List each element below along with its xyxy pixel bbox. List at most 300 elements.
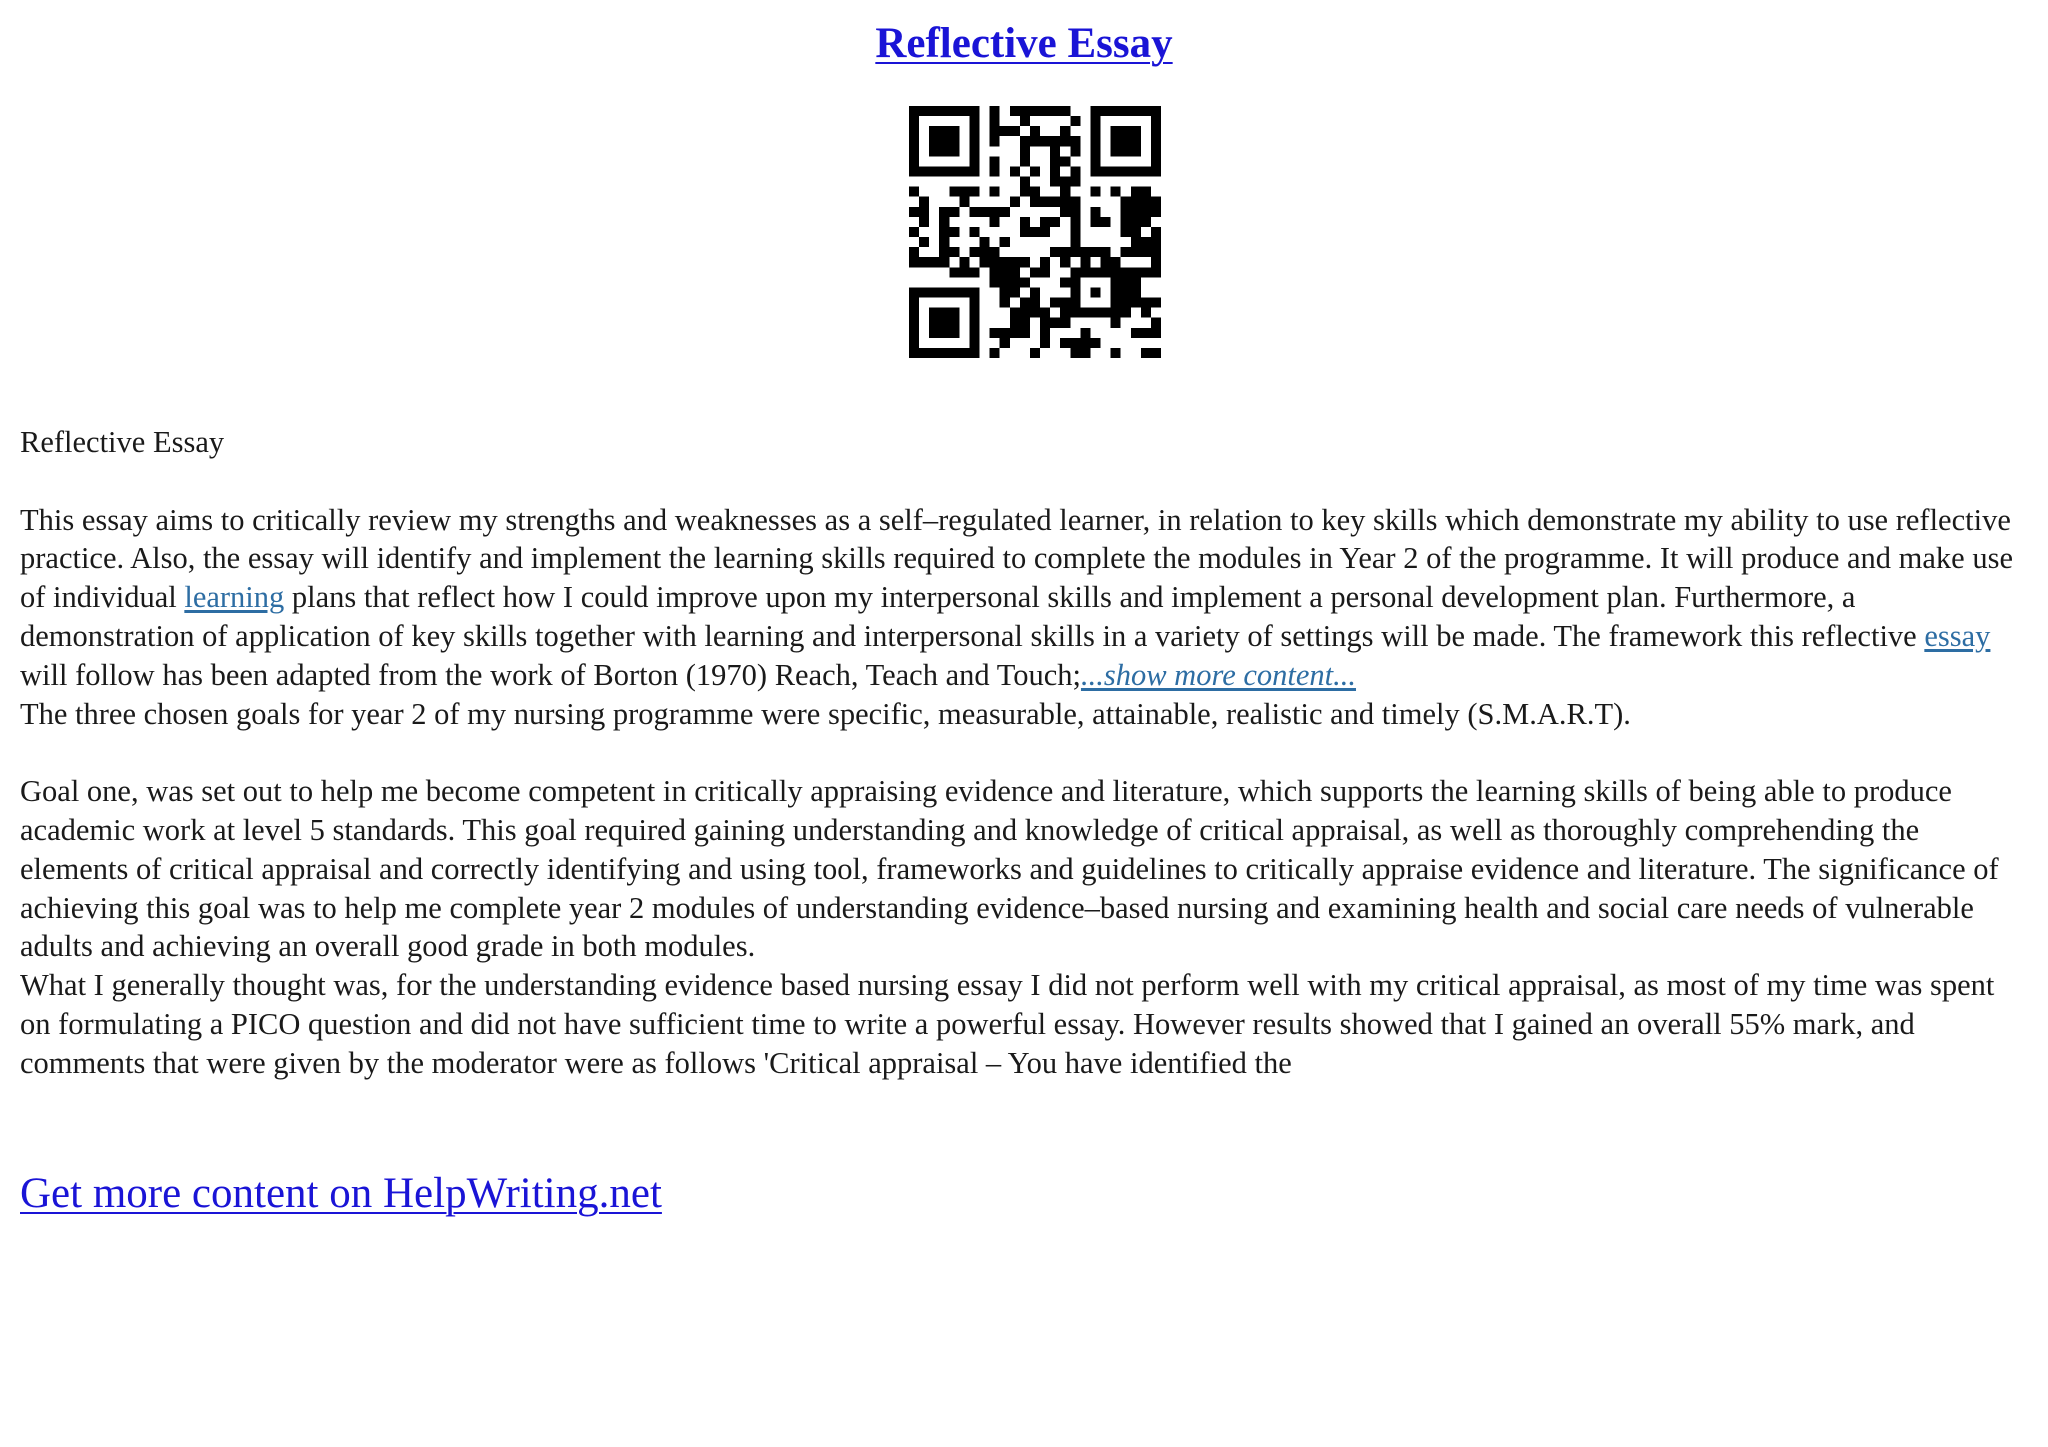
qr-module: [909, 116, 919, 126]
qr-module: [949, 136, 959, 146]
qr-module: [1070, 338, 1080, 348]
qr-module: [1131, 287, 1141, 297]
qr-module: [1151, 116, 1161, 126]
qr-module: [1090, 207, 1100, 217]
qr-module: [1131, 207, 1141, 217]
qr-module: [1080, 308, 1090, 318]
qr-module: [1040, 217, 1050, 227]
qr-module: [1030, 227, 1040, 237]
qr-module: [1000, 328, 1010, 338]
qr-module: [1121, 287, 1131, 297]
qr-module: [1070, 267, 1080, 277]
qr-module: [909, 338, 919, 348]
qr-module: [1020, 298, 1030, 308]
qr-module: [1050, 156, 1060, 166]
title-link[interactable]: Reflective Essay: [875, 20, 1173, 67]
qr-module: [909, 318, 919, 328]
qr-module: [969, 166, 979, 176]
qr-module: [1090, 287, 1100, 297]
qr-module: [1111, 126, 1121, 136]
qr-module: [1151, 298, 1161, 308]
qr-module: [1151, 257, 1161, 267]
qr-module: [1050, 318, 1060, 328]
qr-module: [990, 217, 1000, 227]
qr-module: [1131, 217, 1141, 227]
qr-module: [919, 217, 929, 227]
qr-module: [990, 106, 1000, 116]
qr-module: [1111, 146, 1121, 156]
qr-module: [1151, 227, 1161, 237]
qr-module: [1000, 277, 1010, 287]
qr-module: [980, 247, 990, 257]
qr-module: [939, 217, 949, 227]
qr-module: [1060, 257, 1070, 267]
qr-module: [1060, 338, 1070, 348]
qr-module: [1121, 166, 1131, 176]
qr-module: [990, 328, 1000, 338]
qr-module: [1070, 116, 1080, 126]
qr-module: [1000, 338, 1010, 348]
qr-module: [1040, 136, 1050, 146]
qr-module: [929, 308, 939, 318]
qr-module: [1070, 308, 1080, 318]
qr-module: [1131, 187, 1141, 197]
qr-module: [1030, 348, 1040, 358]
qr-module: [919, 237, 929, 247]
qr-module: [969, 116, 979, 126]
qr-module: [1060, 298, 1070, 308]
qr-module: [1151, 126, 1161, 136]
qr-module: [1151, 197, 1161, 207]
qr-module: [1020, 257, 1030, 267]
qr-module: [1141, 348, 1151, 358]
qr-module: [1060, 197, 1070, 207]
qr-module: [1121, 126, 1131, 136]
qr-module: [1121, 106, 1131, 116]
qr-code-graphic: [909, 106, 1161, 358]
qr-module: [909, 106, 919, 116]
qr-module: [1090, 156, 1100, 166]
qr-module: [1131, 197, 1141, 207]
qr-module: [949, 106, 959, 116]
qr-module: [959, 187, 969, 197]
qr-module: [1151, 328, 1161, 338]
qr-module: [969, 207, 979, 217]
qr-module: [1010, 257, 1020, 267]
qr-module: [1131, 277, 1141, 287]
qr-module: [990, 116, 1000, 126]
qr-module: [959, 106, 969, 116]
qr-module: [949, 328, 959, 338]
qr-module: [1010, 106, 1020, 116]
qr-module: [1040, 257, 1050, 267]
qr-module: [1060, 187, 1070, 197]
qr-module: [909, 227, 919, 237]
qr-module: [1020, 146, 1030, 156]
qr-module: [969, 348, 979, 358]
qr-module: [949, 247, 959, 257]
spacer: [20, 462, 2030, 501]
qr-module: [1080, 348, 1090, 358]
qr-module: [1131, 146, 1141, 156]
qr-module: [1131, 237, 1141, 247]
qr-module: [990, 166, 1000, 176]
qr-module: [959, 166, 969, 176]
qr-module: [919, 348, 929, 358]
qr-module: [949, 227, 959, 237]
intro-text-2: plans that reflect how I could improve upon my interpersonal skills and implement a personal development plan. Furthermore, a demonstration of application of key skills together with learning and interpersonal skills in a variety of settings will be made. The framework this reflective: [20, 580, 1925, 653]
qr-module: [919, 166, 929, 176]
qr-module: [949, 287, 959, 297]
qr-module: [1131, 136, 1141, 146]
qr-module: [929, 126, 939, 136]
qr-module: [1070, 177, 1080, 187]
qr-module: [959, 267, 969, 277]
qr-module: [919, 287, 929, 297]
qr-module: [1030, 166, 1040, 176]
qr-module: [1111, 257, 1121, 267]
qr-module: [980, 257, 990, 267]
qr-module: [1141, 207, 1151, 217]
qr-module: [1141, 247, 1151, 257]
qr-module: [1090, 217, 1100, 227]
qr-module: [969, 298, 979, 308]
qr-module: [1131, 267, 1141, 277]
qr-module: [1151, 207, 1161, 217]
qr-module: [969, 338, 979, 348]
qr-module: [1050, 166, 1060, 176]
qr-module: [1020, 106, 1030, 116]
qr-module: [939, 257, 949, 267]
qr-module: [939, 308, 949, 318]
qr-module: [1141, 328, 1151, 338]
qr-module: [1050, 247, 1060, 257]
qr-module: [959, 348, 969, 358]
qr-module: [1060, 177, 1070, 187]
qr-module: [1151, 166, 1161, 176]
qr-module: [1151, 237, 1161, 247]
qr-module: [1010, 267, 1020, 277]
qr-module: [1090, 247, 1100, 257]
qr-module: [1030, 298, 1040, 308]
qr-module: [1121, 217, 1131, 227]
qr-module: [949, 267, 959, 277]
qr-module: [1010, 126, 1020, 136]
qr-module: [1070, 348, 1080, 358]
qr-module: [959, 197, 969, 207]
qr-module: [1010, 287, 1020, 297]
qr-module: [1020, 308, 1030, 318]
qr-module: [1020, 318, 1030, 328]
qr-module: [1000, 287, 1010, 297]
footer: [20, 1168, 662, 1220]
qr-module: [1101, 217, 1111, 227]
qr-module: [1121, 136, 1131, 146]
helpwriting-link[interactable]: Get more content on HelpWriting.net: [20, 1170, 662, 1217]
qr-module: [1080, 338, 1090, 348]
qr-module: [1020, 156, 1030, 166]
qr-module: [1020, 217, 1030, 227]
qr-module: [1010, 197, 1020, 207]
qr-module: [1101, 267, 1111, 277]
qr-module: [1060, 277, 1070, 287]
qr-module: [909, 207, 919, 217]
qr-module: [1131, 126, 1141, 136]
qr-module: [1151, 136, 1161, 146]
qr-module: [1050, 106, 1060, 116]
qr-module: [1010, 318, 1020, 328]
qr-module: [1111, 287, 1121, 297]
qr-module: [1070, 247, 1080, 257]
qr-module: [1090, 166, 1100, 176]
qr-module: [909, 156, 919, 166]
qr-module: [1131, 247, 1141, 257]
qr-module: [919, 106, 929, 116]
qr-module: [929, 257, 939, 267]
spacer: [20, 733, 2030, 772]
essay-intro-paragraph: [20, 501, 2030, 695]
qr-module: [1111, 166, 1121, 176]
qr-module: [1121, 197, 1131, 207]
qr-module: [1040, 197, 1050, 207]
qr-module: [1121, 308, 1131, 318]
qr-module: [1050, 298, 1060, 308]
qr-module: [949, 318, 959, 328]
qr-module: [1070, 166, 1080, 176]
qr-module: [1101, 247, 1111, 257]
qr-module: [1020, 277, 1030, 287]
qr-module: [1111, 267, 1121, 277]
qr-module: [990, 267, 1000, 277]
qr-module: [959, 287, 969, 297]
qr-module: [1131, 106, 1141, 116]
qr-module: [909, 298, 919, 308]
intro-text-1: This essay aims to critically review my strengths and weaknesses as a self–regulated learner, in relation to key skills which demonstrate my ability to use reflective practice. Also, the essay will identify and implement the learning skills required to complete the modules in Year 2 of the programme. It will produce and make use of individual: [20, 502, 2013, 615]
qr-module: [1050, 146, 1060, 156]
qr-module: [1030, 267, 1040, 277]
qr-module: [1000, 267, 1010, 277]
qr-module: [1060, 136, 1070, 146]
qr-module: [909, 348, 919, 358]
qr-module: [939, 348, 949, 358]
qr-module: [929, 328, 939, 338]
qr-module: [949, 207, 959, 217]
qr-module: [1121, 247, 1131, 257]
qr-module: [949, 166, 959, 176]
qr-module: [990, 348, 1000, 358]
qr-module: [959, 257, 969, 267]
qr-module: [1090, 136, 1100, 146]
qr-module: [1151, 156, 1161, 166]
qr-module: [1080, 247, 1090, 257]
qr-module: [1030, 126, 1040, 136]
show-more-link[interactable]: ...show more content...: [1080, 657, 1357, 692]
goals-paragraph: The three chosen goals for year 2 of my nursing programme were specific, measurable, attainable, realistic and timely (S.M.A.R.T).: [20, 696, 1631, 731]
qr-module: [980, 207, 990, 217]
qr-module: [969, 106, 979, 116]
qr-module: [909, 308, 919, 318]
qr-module: [929, 136, 939, 146]
qr-module: [969, 126, 979, 136]
qr-module: [949, 126, 959, 136]
qr-module: [1070, 237, 1080, 247]
qr-module: [1151, 348, 1161, 358]
qr-module: [990, 136, 1000, 146]
qr-module: [909, 287, 919, 297]
qr-module: [1141, 308, 1151, 318]
qr-module: [1131, 328, 1141, 338]
qr-module: [1050, 136, 1060, 146]
qr-module: [1070, 287, 1080, 297]
qr-module: [1141, 187, 1151, 197]
qr-module: [1010, 308, 1020, 318]
qr-module: [969, 247, 979, 257]
page-title: [0, 18, 2048, 70]
qr-module: [1070, 136, 1080, 146]
qr-module: [1070, 197, 1080, 207]
qr-module: [939, 146, 949, 156]
qr-module: [1141, 267, 1151, 277]
qr-module: [949, 187, 959, 197]
qr-module: [969, 318, 979, 328]
qr-module: [1141, 217, 1151, 227]
qr-module: [1090, 187, 1100, 197]
qr-module: [1010, 166, 1020, 176]
qr-module: [1111, 308, 1121, 318]
qr-module: [1010, 277, 1020, 287]
goal-one-paragraph: Goal one, was set out to help me become competent in critically appraising evidence and literature, which supports the learning skills of being able to produce academic work at level 5 standards. This goal required gaining understanding and knowledge of critical appraisal, as well as thoroughly comprehending the elements of critical appraisal and correctly identifying and using tool, frameworks and guidelines to critically appraise evidence and literature. The significance of achieving this goal was to help me complete year 2 modules of understanding evidence–based nursing and examining health and social care needs of vulnerable adults and achieving an overall good grade in both modules.: [20, 774, 1999, 964]
qr-module: [1121, 298, 1131, 308]
qr-module: [1111, 277, 1121, 287]
qr-module: [1111, 136, 1121, 146]
qr-module: [1020, 116, 1030, 126]
qr-module: [969, 156, 979, 166]
qr-module: [939, 237, 949, 247]
essay-body: [20, 423, 2030, 1083]
essay-link[interactable]: essay: [1924, 618, 1991, 653]
qr-module: [1000, 126, 1010, 136]
qr-module: [949, 146, 959, 156]
qr-module: [1020, 187, 1030, 197]
qr-module: [1070, 298, 1080, 308]
qr-module: [990, 156, 1000, 166]
qr-module: [990, 207, 1000, 217]
qr-module: [1000, 207, 1010, 217]
qr-module: [1030, 197, 1040, 207]
qr-module: [1050, 197, 1060, 207]
qr-module: [939, 328, 949, 338]
qr-module: [1121, 227, 1131, 237]
qr-module: [1000, 257, 1010, 267]
qr-module: [929, 106, 939, 116]
qr-module: [1060, 308, 1070, 318]
qr-module: [1151, 318, 1161, 328]
qr-module: [1121, 146, 1131, 156]
qr-module: [1030, 136, 1040, 146]
essay-heading: Reflective Essay: [20, 425, 225, 459]
qr-module: [919, 257, 929, 267]
qr-module: [1050, 217, 1060, 227]
qr-module: [1040, 227, 1050, 237]
qr-module: [939, 126, 949, 136]
qr-module: [929, 348, 939, 358]
qr-module: [1151, 267, 1161, 277]
qr-module: [1080, 257, 1090, 267]
qr-module: [1151, 106, 1161, 116]
qr-module: [1121, 267, 1131, 277]
qr-module: [1070, 146, 1080, 156]
qr-module: [1090, 126, 1100, 136]
qr-module: [1070, 227, 1080, 237]
qr-module: [1121, 207, 1131, 217]
intro-text-3: will follow has been adapted from the work of Borton (1970) Reach, Teach and Touch;: [20, 657, 1081, 692]
qr-module: [969, 146, 979, 156]
qr-module: [929, 318, 939, 328]
qr-module: [919, 207, 929, 217]
qr-module: [969, 267, 979, 277]
qr-module: [1030, 106, 1040, 116]
qr-module: [1070, 207, 1080, 217]
qr-module: [1000, 237, 1010, 247]
qr-module: [1111, 106, 1121, 116]
qr-module: [1141, 237, 1151, 247]
qr-module: [1020, 328, 1030, 338]
qr-module: [969, 287, 979, 297]
qr-module: [1040, 318, 1050, 328]
qr-module: [909, 257, 919, 267]
qr-module: [1101, 308, 1111, 318]
reflection-paragraph: What I generally thought was, for the understanding evidence based nursing essay I did not perform well with my critical appraisal, as most of my time was spent on formulating a PICO question and did not have sufficient time to write a powerful essay. However results showed that I gained an overall 55% mark, and comments that were given by the moderator were as follows 'Critical appraisal – You have identified the: [20, 968, 1995, 1080]
qr-module: [929, 287, 939, 297]
qr-module: [939, 318, 949, 328]
qr-module: [939, 166, 949, 176]
qr-module: [1010, 328, 1020, 338]
qr-module: [1151, 247, 1161, 257]
qr-module: [1090, 106, 1100, 116]
qr-module: [1040, 338, 1050, 348]
qr-module: [1090, 338, 1100, 348]
qr-module: [969, 136, 979, 146]
qr-module: [1020, 136, 1030, 146]
qr-module: [990, 126, 1000, 136]
qr-module: [1060, 126, 1070, 136]
qr-module: [1111, 318, 1121, 328]
qr-module: [1151, 146, 1161, 156]
qr-module: [939, 227, 949, 237]
qr-module: [980, 237, 990, 247]
qr-module: [939, 287, 949, 297]
qr-module: [1030, 287, 1040, 297]
qr-module: [1090, 308, 1100, 318]
learning-link[interactable]: learning: [184, 580, 285, 615]
qr-module: [909, 166, 919, 176]
qr-module: [909, 247, 919, 257]
qr-module: [1070, 217, 1080, 227]
qr-module: [1111, 298, 1121, 308]
qr-module: [1060, 207, 1070, 217]
qr-module: [969, 328, 979, 338]
qr-module: [1080, 267, 1090, 277]
qr-module: [990, 277, 1000, 287]
qr-module: [1090, 116, 1100, 126]
qr-module: [1040, 267, 1050, 277]
qr-module: [1020, 177, 1030, 187]
qr-module: [1111, 187, 1121, 197]
qr-module: [1090, 146, 1100, 156]
qr-module: [1131, 298, 1141, 308]
qr-module: [1060, 106, 1070, 116]
qr-module: [969, 227, 979, 237]
